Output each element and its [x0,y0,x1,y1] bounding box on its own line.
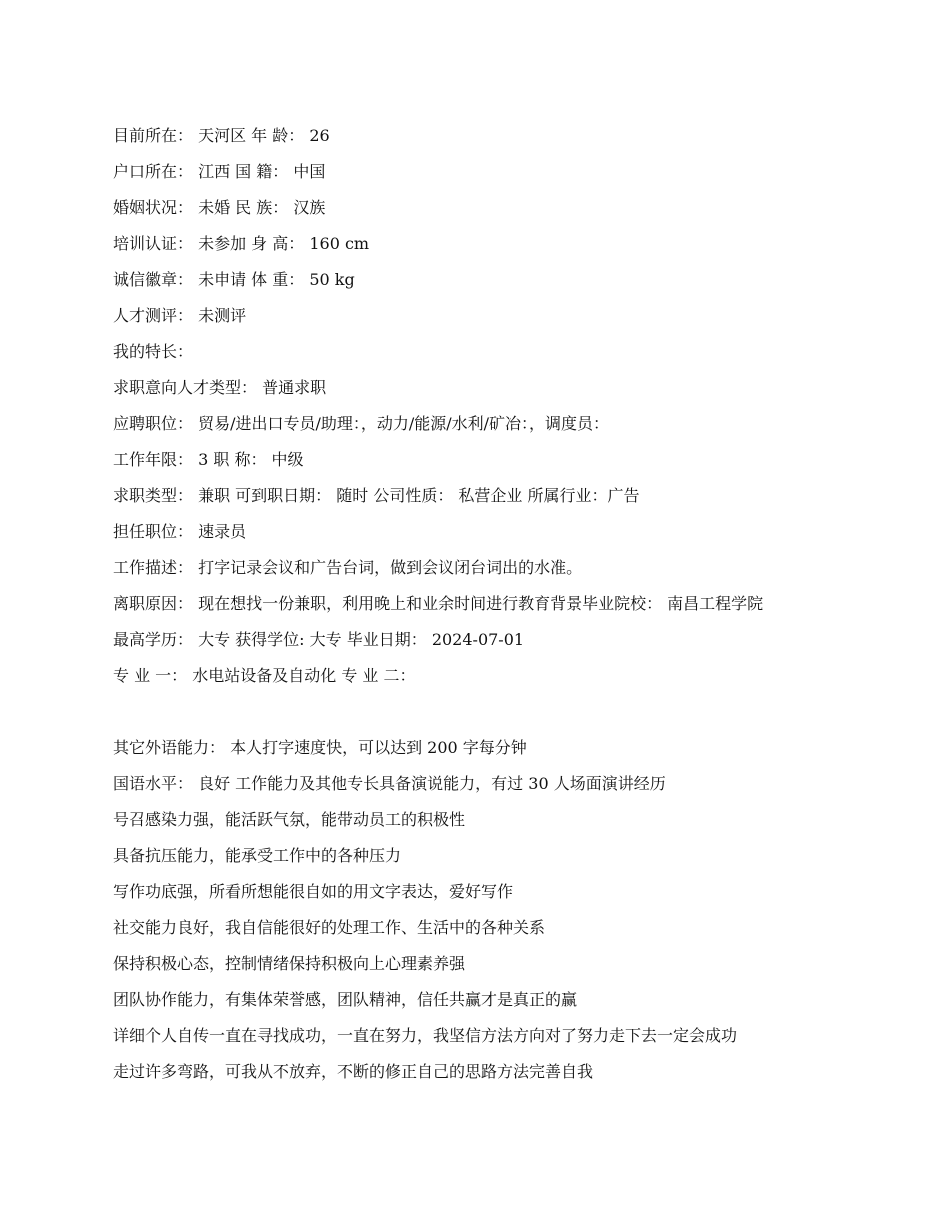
current-location-line: 目前所在： 天河区 年 龄： 26 [113,126,330,145]
household-registration-line: 户口所在： 江西 国 籍： 中国 [113,162,326,181]
skill-line-1: 号召感染力强，能活跃气氛，能带动员工的积极性 [113,810,466,829]
section-gap [113,702,843,738]
leaving-reason-line: 离职原因： 现在想找一份兼职，利用晚上和业余时间进行教育背景毕业院校： 南昌工程学院 [113,594,764,613]
work-description-line: 工作描述： 打字记录会议和广告台词，做到会议闭台词出的水准。 [113,558,583,577]
applied-positions-line: 应聘职位： 贸易/进出口专员/助理：，动力/能源/水利/矿冶：，调度员： [113,414,610,433]
marital-status-line: 婚姻状况： 未婚 民 族： 汉族 [113,198,326,217]
autobiography-line-2: 走过许多弯路，可我从不放弃，不断的修正自己的思路方法完善自我 [113,1062,594,1081]
highest-education-line: 最高学历： 大专 获得学位: 大专 毕业日期： 2024-07-01 [113,630,525,649]
job-intention-type-line: 求职意向人才类型： 普通求职 [113,378,327,397]
skill-line-5: 保持积极心态，控制情绪保持积极向上心理素养强 [113,954,466,973]
job-type-line: 求职类型： 兼职 可到职日期： 随时 公司性质： 私营企业 所属行业：广告 [113,486,640,505]
resume-document [113,126,843,1098]
skill-line-2: 具备抗压能力，能承受工作中的各种压力 [113,846,402,865]
work-years-line: 工作年限： 3 职 称： 中级 [113,450,304,469]
skill-line-6: 团队协作能力，有集体荣誉感，团队精神，信任共赢才是真正的赢 [113,990,578,1009]
foreign-language-line: 其它外语能力： 本人打字速度快，可以达到 200 字每分钟 [113,738,527,757]
skill-line-4: 社交能力良好，我自信能很好的处理工作、生活中的各种关系 [113,918,546,937]
autobiography-line-1: 详细个人自传一直在寻找成功，一直在努力，我坚信方法方向对了努力走下去一定会成功 [113,1026,738,1045]
integrity-badge-line: 诚信徽章： 未申请 体 重： 50 kg [113,270,355,289]
specialties-line: 我的特长： [113,342,194,361]
skill-line-3: 写作功底强，所看所想能很自如的用文字表达，爱好写作 [113,882,514,901]
position-held-line: 担任职位： 速录员 [113,522,247,541]
talent-assessment-line: 人才测评： 未测评 [113,306,247,325]
training-certification-line: 培训认证： 未参加 身 高： 160 cm [113,234,370,253]
major-line: 专 业 一： 水电站设备及自动化 专 业 二： [113,666,416,685]
mandarin-level-line: 国语水平： 良好 工作能力及其他专长具备演说能力，有过 30 人场面演讲经历 [113,774,666,793]
